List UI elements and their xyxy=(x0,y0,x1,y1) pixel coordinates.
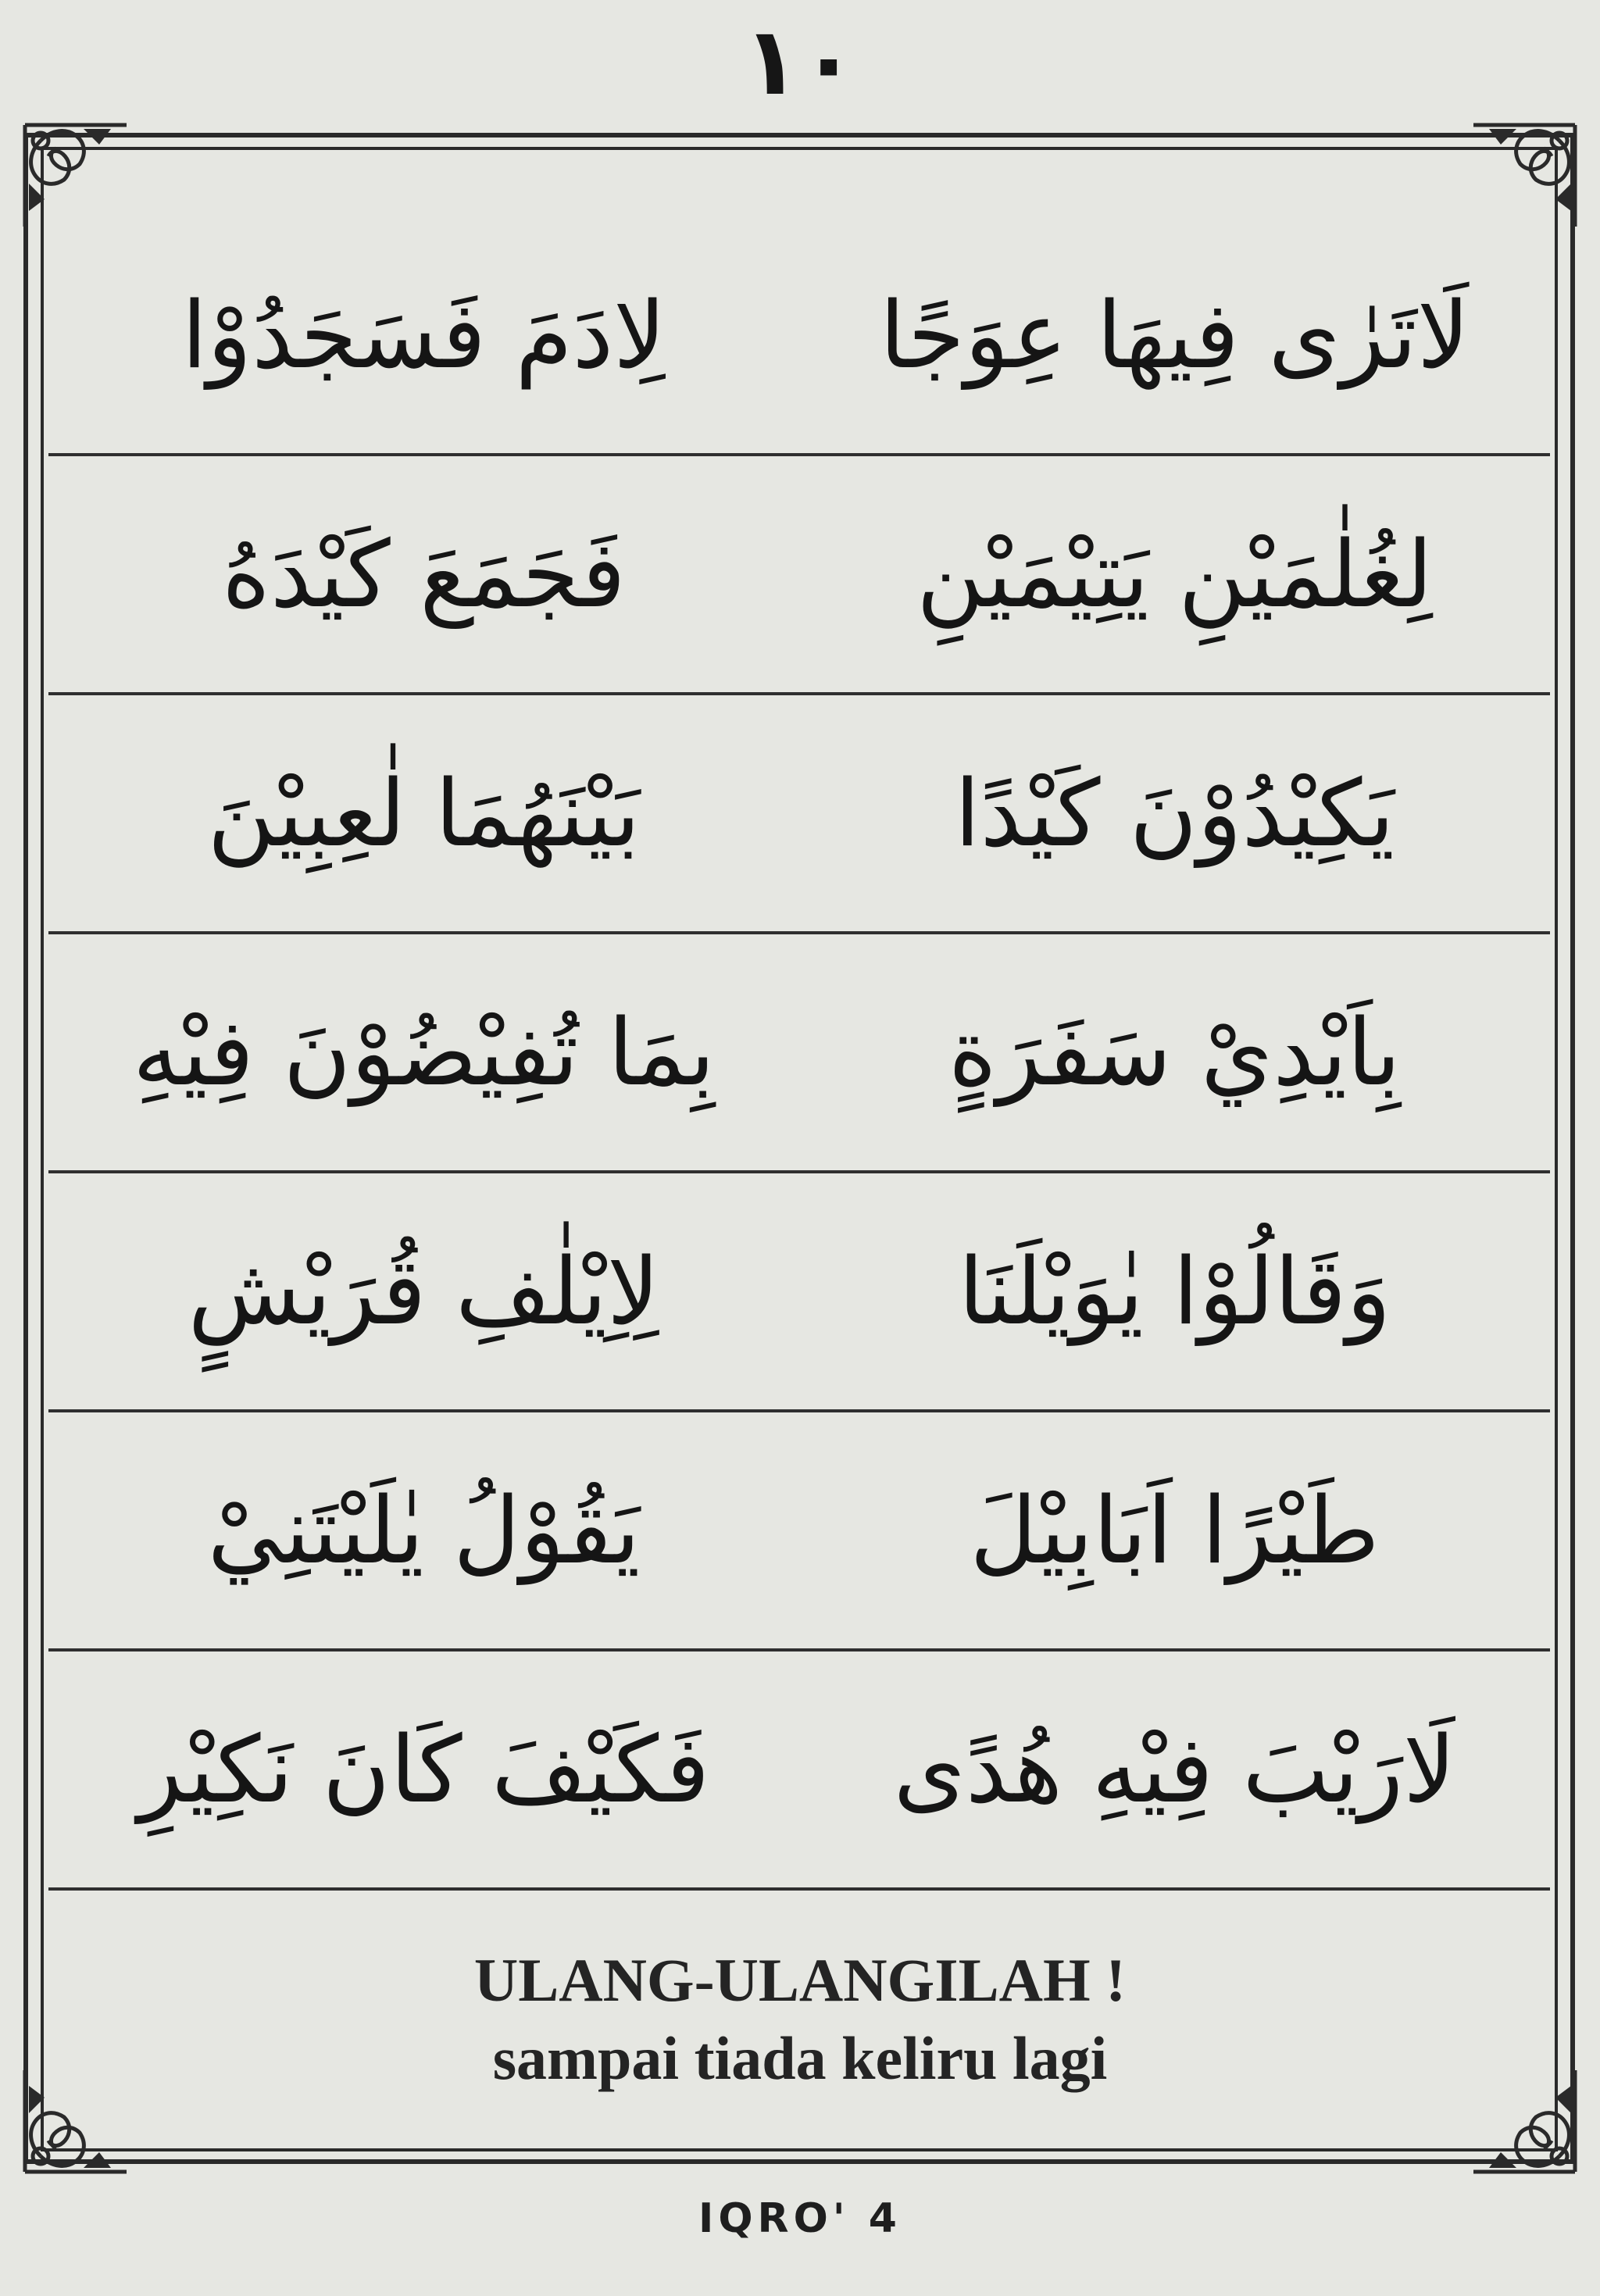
book-title-footer: IQRO' 4 xyxy=(698,2195,902,2242)
arabic-phrase-left: وَقَالُوْا يٰوَيْلَنَا xyxy=(958,1237,1391,1345)
arabic-phrase-left: بِاَيْدِيْ سَفَرَةٍ xyxy=(948,998,1401,1106)
arabic-phrase-right: بِمَا تُفِيْضُوْنَ فِيْهِ xyxy=(132,998,716,1106)
reading-grid xyxy=(48,217,1550,1897)
arabic-phrase-right: لِاِيْلٰفِ قُرَيْشٍ xyxy=(188,1237,660,1345)
instruction-subtext: sampai tiada keliru lagi xyxy=(492,2024,1108,2092)
instruction-heading: ULANG-ULANGILAH ! xyxy=(473,1946,1127,2014)
reading-row xyxy=(48,1412,1550,1651)
reading-row xyxy=(48,217,1550,456)
arabic-phrase-right: فَكَيْفَ كَانَ نَكِيْرِ xyxy=(138,1716,710,1823)
arabic-phrase-left: يَكِيْدُوْنَ كَيْدًا xyxy=(954,759,1395,867)
arabic-phrase-right: لِادَمَ فَسَجَدُوْا xyxy=(181,281,666,389)
page-number: ١٠ xyxy=(742,8,858,116)
reading-row xyxy=(48,456,1550,695)
arabic-phrase-left: لَاتَرٰى فِيهَا عِوَجًا xyxy=(879,281,1470,389)
arabic-phrase-right: يَقُوْلُ يٰلَيْتَنِيْ xyxy=(207,1477,641,1584)
arabic-phrase-right: فَجَمَعَ كَيْدَهُ xyxy=(222,520,626,628)
reading-row xyxy=(48,934,1550,1173)
arabic-phrase-left: لَارَيْبَ فِيْهِ هُدًى xyxy=(893,1716,1456,1823)
arabic-phrase-right: بَيْنَهُمَا لٰعِبِيْنَ xyxy=(207,759,641,867)
arabic-phrase-left: طَيْرًا اَبَابِيْلَ xyxy=(970,1477,1380,1584)
reading-row xyxy=(48,695,1550,934)
arabic-phrase-left: لِغُلٰمَيْنِ يَتِيْمَيْنِ xyxy=(916,520,1433,628)
reading-row xyxy=(48,1651,1550,1891)
reading-row xyxy=(48,1173,1550,1412)
